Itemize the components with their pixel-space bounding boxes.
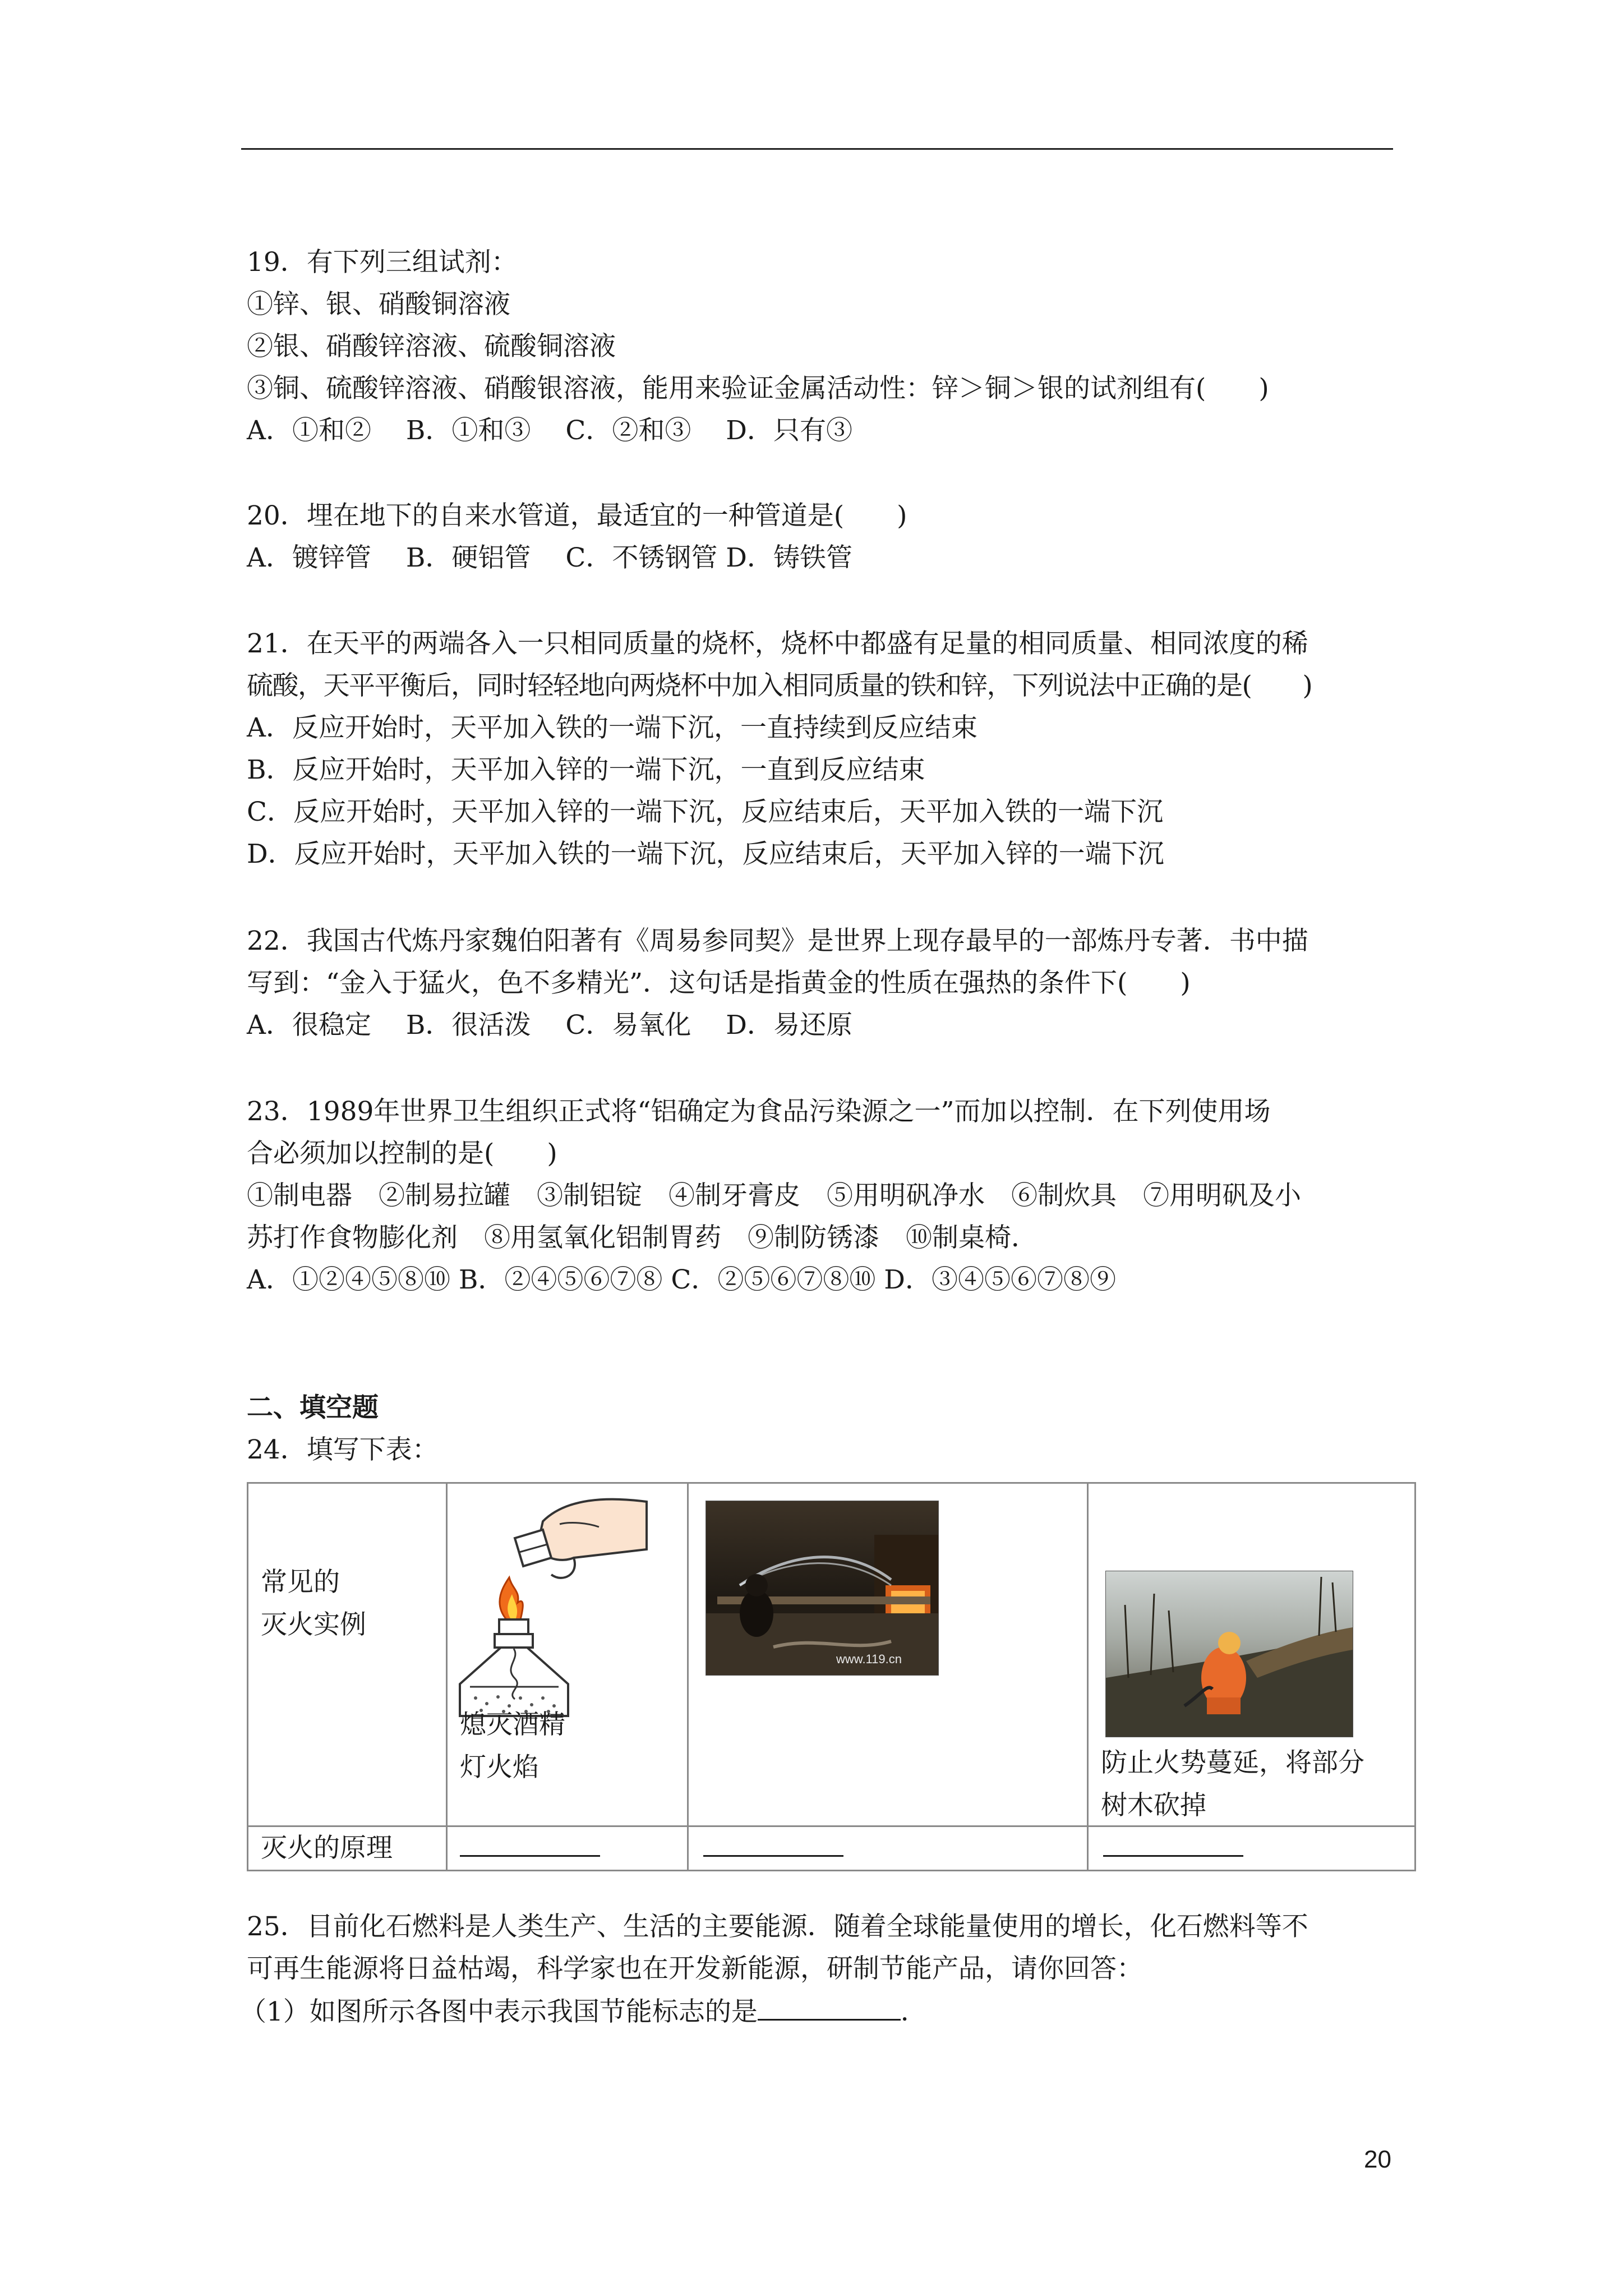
principle-answer-cell-3[interactable]: [1088, 1826, 1415, 1871]
q23-items-line1: ①制电器 ②制易拉罐 ③制铝锭 ④制牙膏皮 ⑤用明矾净水 ⑥制炊具 ⑦用明矾及小: [247, 1180, 1301, 1211]
table-row-examples: [248, 1483, 1417, 1826]
tree-cutting-photo: [1105, 1571, 1353, 1737]
q22-stem-line1: 22．我国古代炼丹家魏伯阳著有《周易参同契》是世界上现存最早的一部炼丹专著．书中描: [247, 926, 1308, 956]
q23-stem-line1: 23．1989年世界卫生组织正式将“铝确定为食品污染源之一”而加以控制．在下列使用场: [247, 1096, 1271, 1127]
q19-stem: 19．有下列三组试剂：: [247, 247, 518, 278]
alcohol-lamp-cell: [447, 1483, 688, 1826]
lamp-caption-line1: 熄灭酒精: [460, 1709, 565, 1740]
q20-options: A．镀锌管 B．硬铝管 C．不锈钢管 D．铸铁管: [247, 542, 852, 573]
q19-group-2: ②银、硝酸锌溶液、硫酸铜溶液: [247, 331, 616, 362]
q25-sub1-prefix: （1）如图所示各图中表示我国节能标志的是: [240, 1996, 758, 2027]
row-label-cell: [248, 1483, 447, 1826]
table-row-principle: [248, 1826, 1417, 1871]
row-label-line2: 灭火实例: [261, 1609, 366, 1640]
answer-blank-3[interactable]: [1103, 1833, 1243, 1857]
q21-stem-line2: 硫酸，天平平衡后，同时轻轻地向两烧杯中加入相同质量的铁和锌，下列说法中正确的是( ): [247, 670, 1312, 701]
tree-caption-line2: 树木砍掉: [1101, 1790, 1206, 1821]
q20-stem: 20．埋在地下的自来水管道，最适宜的一种管道是( ): [247, 500, 907, 531]
tree-cutting-photo-art: [1106, 1571, 1353, 1737]
q21-option-a: A．反应开始时，天平加入铁的一端下沉，一直持续到反应结束: [247, 712, 978, 743]
q22-stem-line2: 写到：“金入于猛火，色不多精光”．这句话是指黄金的性质在强热的条件下( ): [247, 968, 1191, 999]
q24-stem: 24．填写下表：: [247, 1434, 439, 1465]
q19-options: A．①和② B．①和③ C．②和③ D．只有③: [247, 415, 852, 446]
q25-stem-line2: 可再生能源将日益枯竭，科学家也在开发新能源，研制节能产品，请你回答：: [247, 1953, 1143, 1984]
water-firefighting-cell: [688, 1483, 1088, 1826]
q21-option-d: D．反应开始时，天平加入铁的一端下沉，反应结束后，天平加入锌的一端下沉: [247, 839, 1164, 869]
q22-options: A．很稳定 B．很活泼 C．易氧化 D．易还原: [247, 1010, 852, 1041]
q19-group-3: ③铜、硫酸锌溶液、硝酸银溶液，能用来验证金属活动性：锌＞铜＞银的试剂组有( ): [247, 373, 1269, 404]
q19-group-1: ①锌、银、硝酸铜溶液: [247, 289, 510, 320]
section-heading: 二、填空题: [247, 1392, 379, 1423]
answer-blank-2[interactable]: [703, 1833, 843, 1857]
q25-answer-blank[interactable]: [758, 1994, 901, 2021]
page-number: 20: [1364, 2146, 1391, 2173]
answer-blank-1[interactable]: [460, 1833, 600, 1857]
q25-sub1-suffix: ．: [900, 1996, 927, 2027]
lamp-caption-line2: 灯火焰: [460, 1752, 539, 1783]
firefighting-photo: [706, 1501, 939, 1676]
q21-option-b: B．反应开始时，天平加入锌的一端下沉，一直到反应结束: [247, 754, 925, 785]
fire-table: [247, 1482, 1418, 1871]
q23-stem-line2: 合必须加以控制的是( ): [247, 1138, 557, 1169]
q25-sub1: [240, 1994, 927, 2029]
photo-watermark: www.119.cn: [836, 1652, 902, 1666]
q23-items-line2: 苏打作食物膨化剂 ⑧用氢氧化铝制胃药 ⑨制防锈漆 ⑩制桌椅．: [247, 1222, 1038, 1253]
row-label-line1: 常见的: [261, 1567, 340, 1598]
tree-caption-line1: 防止火势蔓延，将部分: [1101, 1747, 1364, 1778]
tree-cutting-cell: [1088, 1483, 1415, 1826]
header-rule: [241, 148, 1393, 150]
q21-stem-line1: 21．在天平的两端各入一只相同质量的烧杯，烧杯中都盛有足量的相同质量、相同浓度的稀: [247, 628, 1308, 659]
principle-answer-cell-2[interactable]: [688, 1826, 1088, 1871]
q21-option-c: C．反应开始时，天平加入锌的一端下沉，反应结束后，天平加入铁的一端下沉: [247, 797, 1163, 827]
q25-stem-line1: 25．目前化石燃料是人类生产、生活的主要能源．随着全球能量使用的增长，化石燃料等不: [247, 1911, 1308, 1942]
alcohol-lamp-illustration: [459, 1490, 649, 1719]
principle-label: 灭火的原理: [248, 1826, 447, 1871]
principle-answer-cell-1[interactable]: [447, 1826, 688, 1871]
q23-options: A．①②④⑤⑧⑩ B．②④⑤⑥⑦⑧ C．②⑤⑥⑦⑧⑩ D．③④⑤⑥⑦⑧⑨: [247, 1264, 1116, 1295]
firefighting-photo-art: [706, 1501, 938, 1675]
